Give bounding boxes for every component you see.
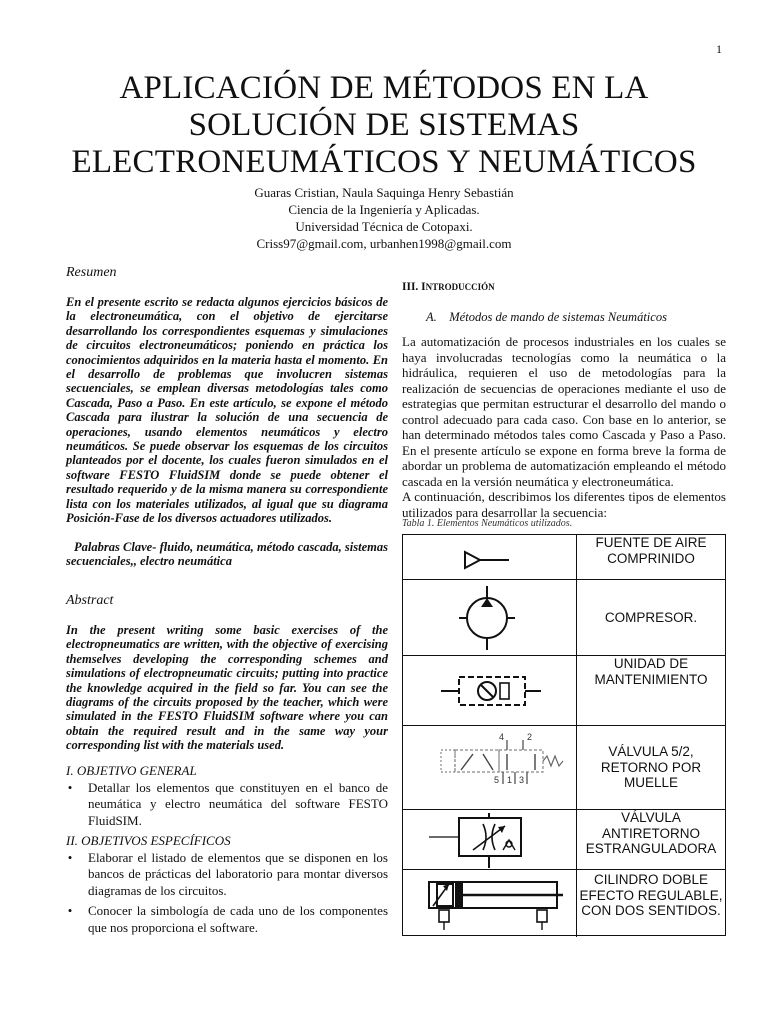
list-item: • Conocer la simbología de cada uno de los componentes que nos proporciona el software. xyxy=(88,903,388,936)
table-cell-label: COMPRESOR. xyxy=(604,609,698,625)
introduccion-paragraph-1: La automatización de procesos industriales en los cuales se haya involucradas tecnologías como la neumática o la hidráulica, requieren el uso de metodologías para la realización de secuencias de operaciones mediante el uso de estrategias que permitan estructurar el desarrollo del mando o control adecuado para cada caso. Con base en lo anterior, se han determinado métodos tales como Cascada y Paso a Paso. En el presente artículo se expone en forma breve la forma de abordar un problema de automatización empleando el método cascada en la versión neumática y electroneumática. xyxy=(402,334,726,489)
abstract-body: In the present writing some basic exercises of the electropneumatics are written, with the objective of exercising themselves developing the corresponding schemes and simulations of electropneumatic circuits; putting into practice the knowledge acquired in the field so far. You can see the diagrams of the circuits proposed by the teacher, which were simulated in the FESTO FluidSIM software where you can obtain the required result and in the same way your corresponding list with the materials used. xyxy=(66,623,388,753)
symbol-cell xyxy=(403,726,577,809)
objetivos-especificos-section xyxy=(66,833,388,940)
compressor-icon xyxy=(403,580,577,656)
resumen-keywords: Palabras Clave- fluido, neumática, método cascada, sistemas secuenciales,, electro neumática xyxy=(66,539,388,568)
check-throttle-valve-icon xyxy=(403,810,577,870)
valve-port-label: 3 xyxy=(519,775,525,785)
resumen-section xyxy=(66,265,388,568)
objetivo-general-list xyxy=(66,780,388,830)
title-line-3: ELECTRONEUMÁTICOS Y NEUMÁTICOS xyxy=(71,144,697,180)
objetivo-general-heading: I. OBJETIVO GENERAL xyxy=(66,763,197,778)
abstract-section xyxy=(66,593,388,753)
maintenance-unit-icon xyxy=(403,656,577,726)
table-row xyxy=(403,869,725,937)
subheading-text: Métodos de mando de sistemas Neumáticos xyxy=(449,310,667,324)
author-block xyxy=(0,184,768,252)
elements-table xyxy=(402,534,726,936)
page-title xyxy=(60,70,708,181)
objetivo-general-section xyxy=(66,763,388,833)
table-cell-label: VÁLVULA 5/2, RETORNO POR MUELLE xyxy=(600,744,702,791)
resumen-heading: Resumen xyxy=(66,265,117,280)
table-row xyxy=(403,809,725,869)
table-cell-label: UNIDAD DE MANTENIMIENTO xyxy=(594,656,708,687)
list-item: • Detallar los elementos que constituyen en el banco de neumática y electro neumática del software FESTO FluidSIM. xyxy=(88,780,388,830)
symbol-cell xyxy=(403,870,577,937)
author-names: Guaras Cristian, Naula Saquinga Henry Sebastián xyxy=(254,185,514,200)
valve-port-label: 4 xyxy=(499,732,505,742)
subheading-letter: A. xyxy=(426,310,437,324)
valve-5-2-icon xyxy=(403,726,577,810)
title-line-2: SOLUCIÓN DE SISTEMAS xyxy=(188,107,580,143)
table-row xyxy=(403,579,725,655)
introduccion-heading-rest: NTRODUCCIÓN xyxy=(425,282,495,292)
table-cell-label: CILINDRO DOBLE EFECTO REGULABLE, CON DOS SENTIDOS. xyxy=(579,872,723,918)
symbol-cell xyxy=(403,656,577,725)
valve-port-label: 1 xyxy=(507,775,513,785)
table-caption: Tabla 1. Elementos Neumáticos utilizados. xyxy=(402,518,573,529)
table-row xyxy=(403,725,725,809)
valve-port-label: 5 xyxy=(494,775,500,785)
author-university: Universidad Técnica de Cotopaxi. xyxy=(295,219,473,234)
air-source-icon xyxy=(403,535,577,579)
introduccion-heading xyxy=(402,281,726,293)
resumen-body: En el presente escrito se redacta algunos ejercicios básicos de la electroneumática, con el objetivo de ejercitarse desarrollando los correspondientes esquemas y simulaciones de circuitos electroneumáticos; poniendo en práctica los conocimientos adquiridos en la materia hasta el momento. En el desarrollo de problemas que involucren sistemas secuenciales, se emplean diversas metodologías tales como Cascada, Paso a Paso. En este artículo, se expone el método Cascada para ilustrar la solución de una secuencia de operaciones, usando elementos neumáticos y electro neumáticos. Se puede observar los esquemas de los circuitos planteados por el docente, los cuales fueron simulados en el software FESTO FluidSIM donde se puede obtener el resultado requerido y de la misma manera su correspondiente lista con los materiales utilizados, al igual que su diagrama Posición-Fase de los diversos actuadores utilizados. xyxy=(66,295,388,526)
table-cell-label: FUENTE DE AIRE COMPRINIDO xyxy=(595,535,707,566)
objetivos-especificos-heading: II. OBJETIVOS ESPECÍFICOS xyxy=(66,833,231,848)
introduccion-section xyxy=(402,281,726,520)
introduccion-heading-num: III. I xyxy=(402,281,426,293)
symbol-cell xyxy=(403,580,577,655)
table-row xyxy=(403,535,725,579)
objetivos-especificos-list xyxy=(66,850,388,937)
symbol-cell xyxy=(403,810,577,869)
page-number: 1 xyxy=(716,42,722,56)
abstract-heading: Abstract xyxy=(66,593,114,608)
introduccion-paragraph-2: A continuación, describimos los diferentes tipos de elementos utilizados para desarrollar la secuencia: xyxy=(402,489,726,520)
author-department: Ciencia de la Ingeniería y Aplicadas. xyxy=(288,202,480,217)
list-item: • Elaborar el listado de elementos que se disponen en los bancos de prácticas del laboratorio para montar diversos diagramas de los circuitos. xyxy=(88,850,388,900)
valve-port-label: 2 xyxy=(527,732,533,742)
table-row xyxy=(403,655,725,725)
introduccion-subheading xyxy=(402,310,726,325)
title-line-1: APLICACIÓN DE MÉTODOS EN LA xyxy=(119,70,649,106)
table-cell-label: VÁLVULA ANTIRETORNO ESTRANGULADORA xyxy=(585,810,717,856)
symbol-cell xyxy=(403,535,577,579)
author-emails: Criss97@gmail.com, urbanhen1998@gmail.com xyxy=(256,236,512,251)
double-acting-cylinder-icon xyxy=(403,870,577,938)
